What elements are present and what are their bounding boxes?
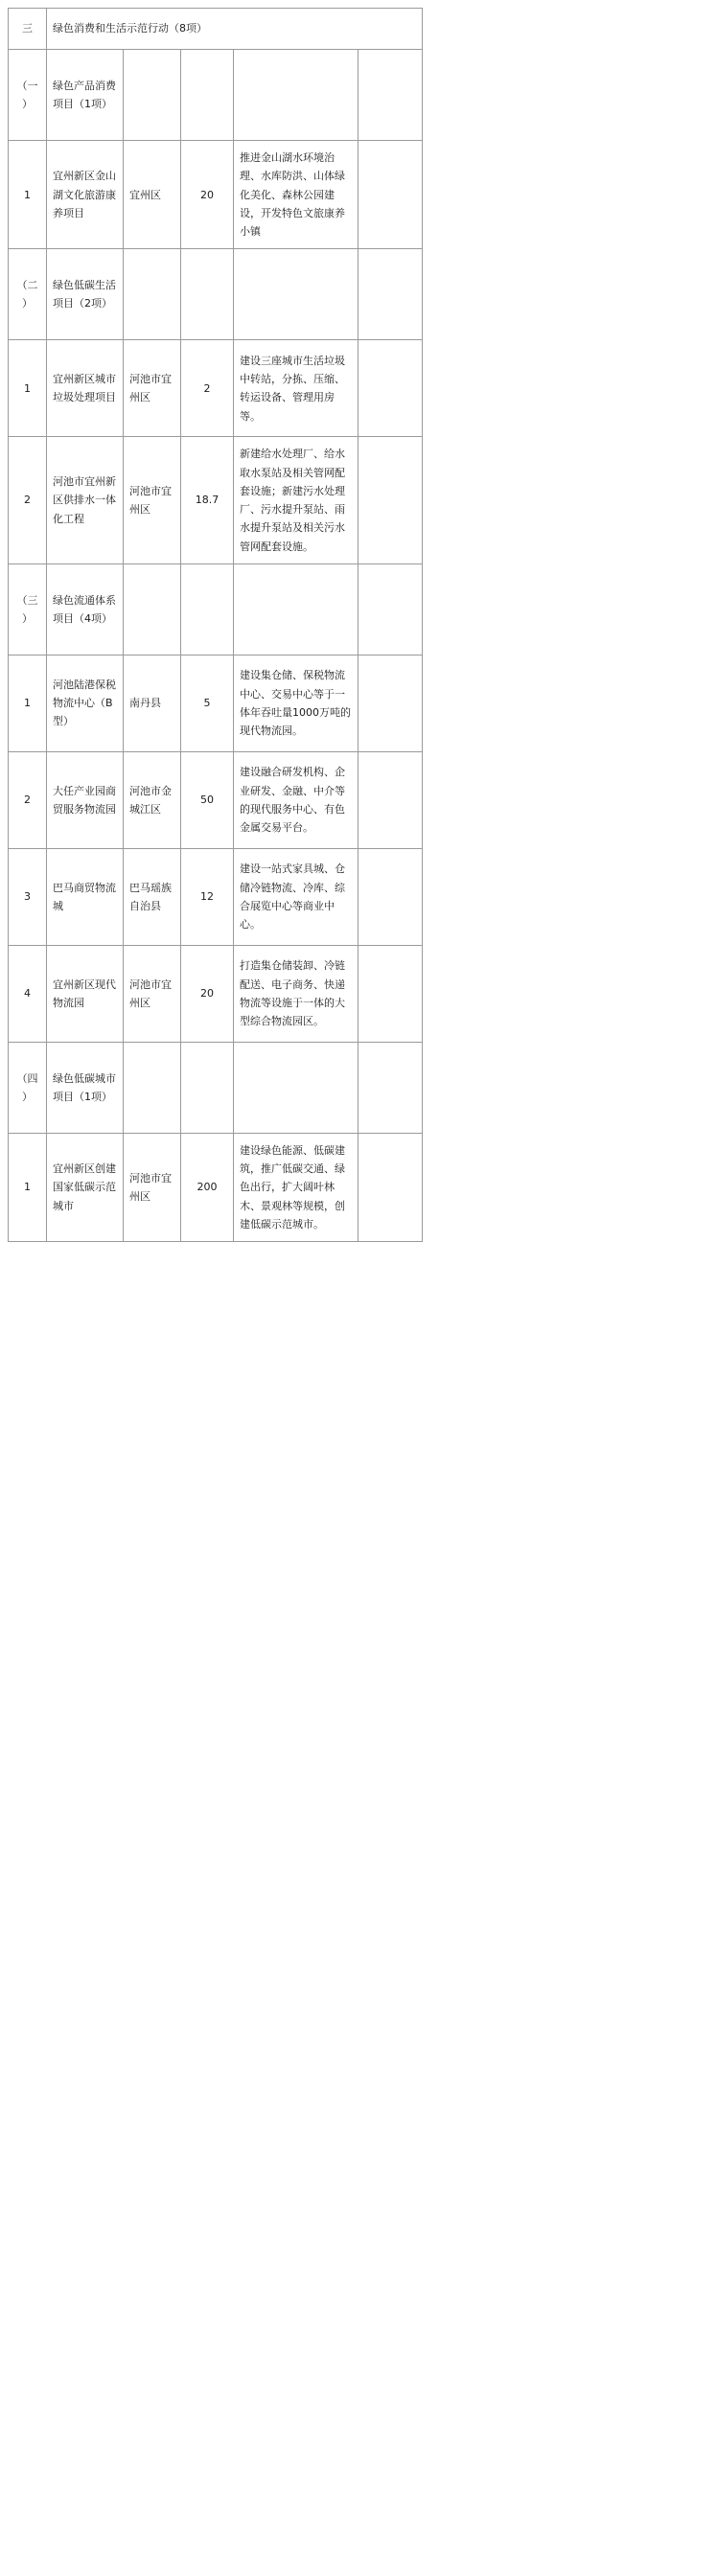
row-area: 河池市金城江区: [124, 751, 181, 848]
row-description: 建设集仓储、保税物流中心、交易中心等于一体年吞吐量1000万吨的现代物流园。: [234, 655, 358, 751]
row-name: 绿色流通体系项目（4项）: [47, 564, 124, 655]
row-index: 1: [9, 141, 47, 249]
row-investment: 12: [181, 848, 234, 945]
row-extra: [358, 751, 423, 848]
row-extra: [358, 141, 423, 249]
row-name: 绿色产品消费项目（1项）: [47, 50, 124, 141]
table-row: [9, 141, 423, 249]
table-row: [9, 50, 423, 141]
row-extra: [358, 1133, 423, 1241]
row-area: 河池市宜州区: [124, 945, 181, 1042]
row-area: 河池市宜州区: [124, 340, 181, 437]
row-description: [234, 564, 358, 655]
row-description: [234, 1042, 358, 1133]
table-row: [9, 437, 423, 564]
row-index: 1: [9, 1133, 47, 1241]
row-description: 建设绿色能源、低碳建筑，推广低碳交通、绿色出行，扩大阔叶林木、景观林等规模，创建低碳示范城市。: [234, 1133, 358, 1241]
row-extra: [358, 848, 423, 945]
table-row: [9, 340, 423, 437]
row-extra: [358, 249, 423, 340]
row-name: 宜州新区现代物流园: [47, 945, 124, 1042]
section-index: 三: [9, 9, 47, 50]
row-name: 巴马商贸物流城: [47, 848, 124, 945]
row-investment: 18.7: [181, 437, 234, 564]
row-index: （二）: [9, 249, 47, 340]
row-description: [234, 50, 358, 141]
table-section-row: [9, 9, 423, 50]
row-name: 绿色低碳生活项目（2项）: [47, 249, 124, 340]
row-name: 河池陆港保税物流中心（B型）: [47, 655, 124, 751]
row-investment: 200: [181, 1133, 234, 1241]
row-description: 建设三座城市生活垃圾中转站，分拣、压缩、转运设备、管理用房等。: [234, 340, 358, 437]
row-area: 河池市宜州区: [124, 1133, 181, 1241]
row-investment: [181, 249, 234, 340]
row-area: [124, 249, 181, 340]
row-investment: [181, 1042, 234, 1133]
row-index: 2: [9, 437, 47, 564]
row-description: 建设一站式家具城、仓储冷链物流、冷库、综合展览中心等商业中心。: [234, 848, 358, 945]
row-index: 2: [9, 751, 47, 848]
table-row: [9, 945, 423, 1042]
row-description: 建设融合研发机构、企业研发、金融、中介等的现代服务中心、有色金属交易平台。: [234, 751, 358, 848]
row-extra: [358, 340, 423, 437]
row-investment: 50: [181, 751, 234, 848]
table-row: [9, 751, 423, 848]
row-extra: [358, 50, 423, 141]
table-row: [9, 848, 423, 945]
table-row: [9, 655, 423, 751]
row-area: [124, 1042, 181, 1133]
row-area: 宜州区: [124, 141, 181, 249]
row-index: （一）: [9, 50, 47, 141]
row-description: 打造集仓储装卸、冷链配送、电子商务、快递物流等设施于一体的大型综合物流园区。: [234, 945, 358, 1042]
section-title: 绿色消费和生活示范行动（8项）: [47, 9, 423, 50]
row-index: （三）: [9, 564, 47, 655]
row-index: 1: [9, 340, 47, 437]
table-row: [9, 1042, 423, 1133]
row-investment: [181, 50, 234, 141]
row-extra: [358, 564, 423, 655]
row-name: 河池市宜州新区供排水一体化工程: [47, 437, 124, 564]
row-area: [124, 564, 181, 655]
row-extra: [358, 1042, 423, 1133]
row-description: [234, 249, 358, 340]
row-name: 宜州新区城市垃圾处理项目: [47, 340, 124, 437]
row-area: [124, 50, 181, 141]
project-table: [8, 8, 423, 1242]
row-index: （四）: [9, 1042, 47, 1133]
row-name: 绿色低碳城市项目（1项）: [47, 1042, 124, 1133]
row-index: 4: [9, 945, 47, 1042]
table-row: [9, 564, 423, 655]
row-description: 推进金山湖水环境治理、水库防洪、山体绿化美化、森林公园建设，开发特色文旅康养小镇: [234, 141, 358, 249]
row-area: 南丹县: [124, 655, 181, 751]
row-investment: [181, 564, 234, 655]
row-index: 1: [9, 655, 47, 751]
row-extra: [358, 437, 423, 564]
row-investment: 20: [181, 945, 234, 1042]
row-extra: [358, 655, 423, 751]
row-investment: 2: [181, 340, 234, 437]
row-investment: 20: [181, 141, 234, 249]
row-description: 新建给水处理厂、给水取水泵站及相关管网配套设施；新建污水处理厂、污水提升泵站、雨水提升泵站及相关污水管网配套设施。: [234, 437, 358, 564]
table-body: [9, 9, 423, 1242]
row-name: 宜州新区金山湖文化旅游康养项目: [47, 141, 124, 249]
table-row: [9, 1133, 423, 1241]
row-extra: [358, 945, 423, 1042]
table-row: [9, 249, 423, 340]
row-name: 大任产业园商贸服务物流园: [47, 751, 124, 848]
row-index: 3: [9, 848, 47, 945]
row-area: 河池市宜州区: [124, 437, 181, 564]
row-area: 巴马瑶族自治县: [124, 848, 181, 945]
row-name: 宜州新区创建国家低碳示范城市: [47, 1133, 124, 1241]
row-investment: 5: [181, 655, 234, 751]
